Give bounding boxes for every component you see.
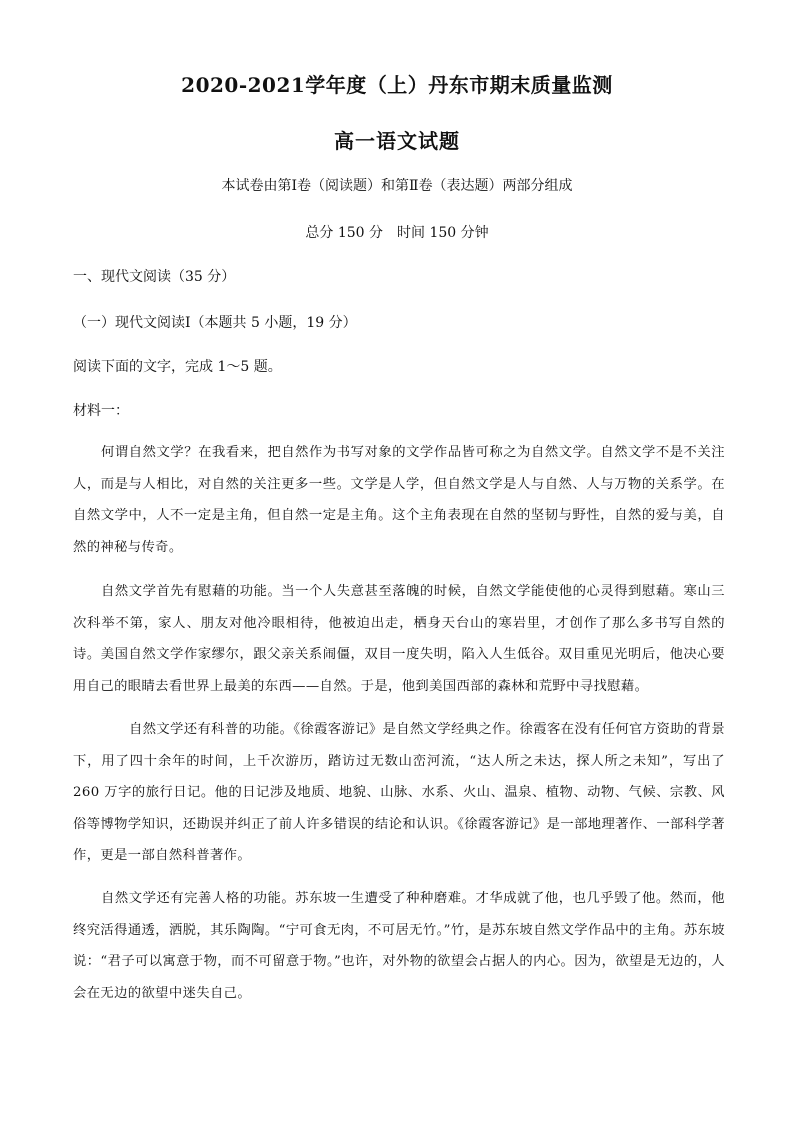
paragraph-4: 自然文学还有完善人格的功能。苏东坡一生遭受了种种磨难。才华成就了他，也几乎毁了他。然而，他终究活得通透，洒脱，其乐陶陶。“宁可食无肉，不可居无竹。”竹，是苏东坡自然文学作品中的主角。苏东坡说：“君子可以寓意于物，而不可留意于物。”也许，对外物的欲望会占据人的内心。因为，欲望是无边的，人会在无边的欲望中迷失自己。 xyxy=(73,891,725,1001)
section-heading: 一、现代文阅读（35 分） xyxy=(73,269,236,285)
exam-structure-note: 本试卷由第Ⅰ卷（阅读题）和第Ⅱ卷（表达题）两部分组成 xyxy=(221,178,573,194)
subsection-heading: （一）现代文阅读Ⅰ（本题共 5 小题，19 分） xyxy=(73,315,357,331)
exam-subtitle: 高一语文试题 xyxy=(334,129,460,153)
exam-title: 2020-2021学年度（上）丹东市期末质量监测 xyxy=(181,73,613,97)
paragraph-1: 何谓自然文学？在我看来，把自然作为书写对象的文学作品皆可称之为自然文学。自然文学不是不关注人，而是与人相比，对自然的关注更多一些。文学是人学，但自然文学是人与自然、人与万物的关系学。在自然文学中，人不一定是主角，但自然一定是主角。这个主角表现在自然的坚韧与野性，自然的爱与美，自然的神秘与传奇。 xyxy=(73,445,725,555)
material-label: 材料一： xyxy=(73,403,129,419)
paragraph-3: 自然文学还有科普的功能。《徐霞客游记》是自然文学经典之作。徐霞客在没有任何官方资助的背景下，用了四十余年的时间，上千次游历，踏访过无数山峦河流，“达人所之未达，探人所之未知”，写出了 260 万字的旅行日记。他的日记涉及地质、地貌、山脉、水系、火山、温泉、植物、动物、气候、宗教、风俗等博物学知识，还勘误并纠正了前人许多错误的结论和认识。《徐霞客游记》是一部地理著作、一部科学著作，更是一部自然科普著作。 xyxy=(73,722,726,863)
reading-instruction: 阅读下面的文字，完成 1～5 题。 xyxy=(73,359,282,375)
exam-score-time: 总分 150 分 时间 150 分钟 xyxy=(305,225,489,241)
paragraph-2: 自然文学首先有慰藉的功能。当一个人失意甚至落魄的时候，自然文学能使他的心灵得到慰藉。寒山三次科举不第，家人、朋友对他冷眼相待，他被迫出走，栖身天台山的寒岩里，才创作了那么多书写自然的诗。美国自然文学作家缪尔，跟父亲关系闹僵，双目一度失明，陷入人生低谷。双目重见光明后，他决心要用自己的眼睛去看世界上最美的东西——自然。于是，他到美国西部的森林和荒野中寻找慰藉。 xyxy=(73,584,725,694)
